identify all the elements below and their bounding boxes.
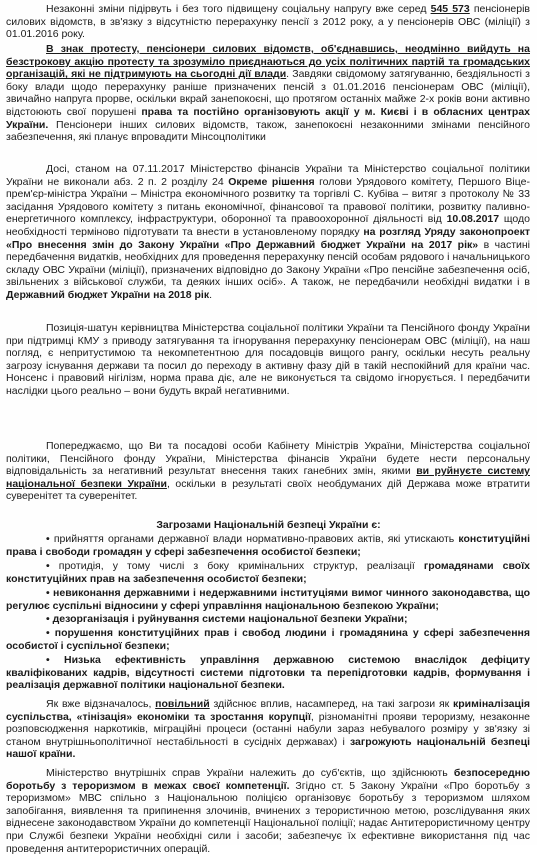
- text: , оскільки в результаті своїх необдуманих дій Держава може втратити суверенітет та суверенітет.: [6, 477, 530, 503]
- text: голови Урядового комітету, Першого Віце-прем'єр-міністра України – Міністра економічного розвитку та торгівлі С. Кубіва – витяг з протоколу № 33 засідання Урядового комітету з питань економічної, фінансової та правової політики, розвитку паливно-енергетичного комплексу, інфраструктури, оборонної та правоохоронної діяльності від: [6, 175, 530, 226]
- paragraph-influence: [6, 698, 530, 761]
- bullet-icon: •: [46, 587, 50, 599]
- budget-2018: Державний бюджет України на 2018 рік: [6, 288, 210, 301]
- text: , різноманітні прояви тероризму, незаконне розповсюдження наркотиків, міграційні процеси (останні набули зараз небувалого розміру у зв'язку зі станом внутрішньополітичної нестабільності в сусідніх державах) і: [6, 710, 530, 748]
- date: 10.08.2017: [446, 213, 500, 226]
- text: Незаконні зміни підірвуть і без того підвищену соціальну напругу вже серед: [46, 3, 431, 15]
- bullet-icon: •: [46, 560, 50, 572]
- protest-actions: права та постійно організовують акції у м. Києві і в обласних центрах України.: [6, 105, 530, 131]
- text: пенсіонерів силових відомств, в зв'язку з відсутністю перерахунку пенсії з 2012 року, а у пенсіонерів ОВС (міліції) з 01.01.2016 року.: [6, 3, 530, 41]
- bullet-icon: •: [46, 533, 50, 545]
- paragraph-position: [6, 322, 530, 398]
- text: в частині передбачення видатків, необхідних для проведення перерахунку пенсій особам рядового і начальницького складу ОВС України (міліції), призначених відповідно до Закону України «Про пенсійне забезпечення осіб, звільнених з військової служби, та деяких інших осіб». А також, не передбачили необхідні видатки і в: [6, 238, 530, 289]
- threat-item: • порушення конституційних прав і свобод людини і громадянина у сфері забезпечення особистої і суспільної безпеки;: [6, 627, 531, 652]
- text: Попереджаємо, що Ви та посадові особи Кабінету Міністрів України, Міністерства соціальної політики, Пенсійного фонду України, Міністерства фінансів України будете нести персональну відповідальність за негативний результат внесення таких ганебних змін, якими: [6, 440, 530, 478]
- paragraph-mvs: [6, 767, 530, 855]
- text: Пенсіонери інших силових відомств, також, занепокоєні незаконними змінами пенсійного забезпечення, які планує впровадити Мінсоцполітики: [6, 118, 530, 144]
- text: здійснює вплив, насамперед, на такі загрози як: [209, 698, 454, 710]
- bullet-icon: •: [46, 654, 50, 666]
- paragraph-protest: [6, 43, 530, 144]
- threats-heading: Загрозами Національній безпеці України є:: [156, 519, 381, 531]
- text: безпосередню боротьбу з тероризмом в межах своєї компетенції.: [6, 767, 530, 792]
- text: .: [209, 288, 212, 301]
- threat-item: • Низька ефективність управління державною системою внаслідок дефіциту кваліфікованих кадрів, відсутності системи підготовки та перепідготовки кадрів, формування і реалізація державної політики національної безпеки.: [6, 654, 530, 692]
- decision-title: Окреме рішення: [228, 175, 315, 188]
- paragraph-warning: [6, 440, 530, 503]
- text: Згідно ст. 5 Закону України «Про боротьбу з тероризмом» МВС спільно з Національною поліцією організовує боротьбу з тероризмом шляхом запобігання, виявлення та припинення злочинів, вчинених з терористичною метою, розслідування яких віднесене законодавством України до компетенції Національної поліції; надає Антитерористичному центру при Службі безпеки України необхідні сили і засоби; забезпечує їх ефективне використання під час проведення антитерористичних операцій.: [6, 779, 531, 855]
- text: криміналізація суспільства, «тінізація» економіки та зростання корупції: [6, 698, 531, 723]
- text: Як вже відзначалось,: [46, 698, 156, 710]
- paragraph-ministries-failure: [6, 163, 530, 302]
- bullet-icon: •: [46, 627, 50, 639]
- text: Досі, станом на 07.11.2017 Міністерство фінансів України та Міністерство соціальної політики України не виконали абз. 2 п. 2 розділу 24: [6, 163, 530, 188]
- paragraph-pension-tension: [6, 3, 530, 41]
- text: загрожують національній безпеці нашої країни.: [6, 735, 530, 761]
- text: повільний: [155, 698, 210, 710]
- protest-statement: В знак протесту, пенсіонери силових відомств, об'єднавшись, неодмінно вийдуть на безстрокову акцію протесту та зрозуміло приєднаються до усіх політичних партій та громадських організацій, які не підтримують на сьогодні дії влади: [6, 43, 530, 81]
- threat-item: • прийняття органами державної влади нормативно-правових актів, які утискають конституційні права і свободи громадян у сфері забезпечення особистої безпеки;: [6, 533, 530, 558]
- draft-law-title: на розгляд Уряду законопроект «Про внесення змін до Закону України «Про Державний бюджет України на 2017 рік»: [6, 225, 530, 251]
- pensioner-count: 545 573: [430, 3, 470, 15]
- security-system-statement: ви руйнуєте систему національної безпеки України: [6, 465, 530, 490]
- threat-item: • дезорганізація і руйнування системи національної безпеки України;: [46, 613, 408, 625]
- text: щодо необхідності терміново підготувати та внести в установленому порядку: [6, 213, 530, 238]
- threat-item: • невиконання державними і недержавними інституціями вимог чинного законодавства, що регулює суспільні відносини у сфері управління національною безпекою України;: [6, 587, 531, 612]
- text: Міністерство внутрішніх справ України належить до суб'єктів, що здійснюють: [46, 767, 454, 779]
- threat-item: • протидія, у тому числі з боку кримінальних структур, реалізації громадянами своїх конституційних прав на забезпечення особистої безпеки;: [6, 560, 530, 585]
- text: . Завдяки свідомому затягуванню, бездіяльності з боку влади щодо перерахунку раніше призначених пенсій з 01.01.2016 пенсіонерам ОВС (міліції), звичайно напруга прорве, оскільки вкрай занепокоєні, що протягом останніх майже 2-х років вони активно відстоюють свої порушені: [6, 68, 530, 118]
- text: Позиція-шатун керівництва Міністерства соціальної політики України та Пенсійного фонду України при підтримці КМУ з приводу затягування та ігнорування перерахунку пенсіонерам ОВС (міліції), на наш погляд, є непритустимою та некомпетентною для посадовців вищого рангу, оскільки несуть реальну загрозу існування держави та посил до переходу в активну фазу дій в такій неспокійний для країни час. Нонсенс і правовий нігілізм, норма права діє, але не виконується та свідомо ігнорується. І передбачити наслідки цього реально – вони будуть вкрай негативними.: [6, 322, 530, 397]
- bullet-icon: •: [46, 613, 50, 625]
